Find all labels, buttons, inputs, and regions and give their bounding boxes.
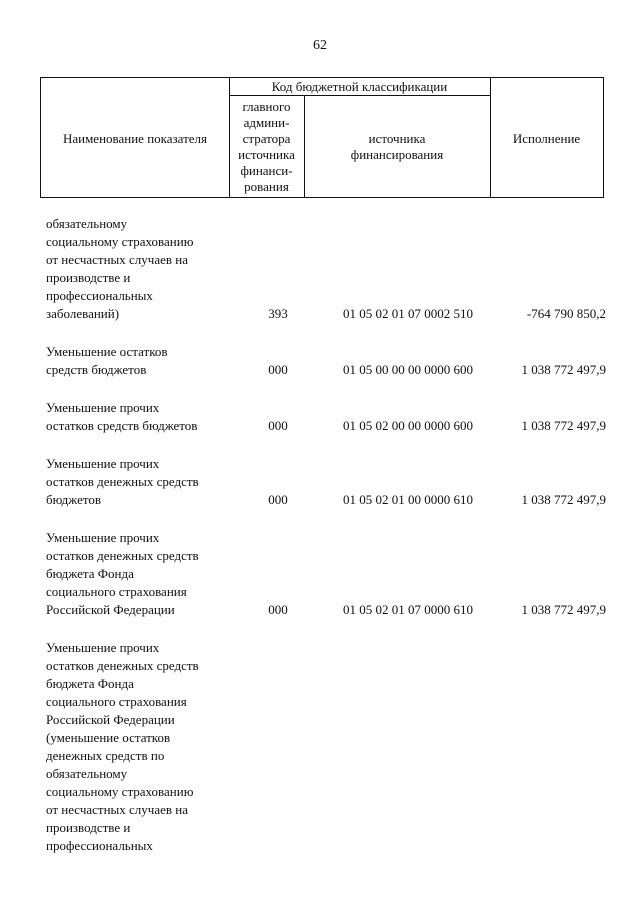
header-admin-line: админи- bbox=[243, 115, 290, 130]
row-name bbox=[46, 215, 236, 323]
header-admin-line: рования bbox=[244, 179, 289, 194]
row-name-line: социальному страхованию bbox=[46, 234, 194, 249]
header-exec-column: Исполнение bbox=[512, 130, 581, 146]
row-name-line: от несчастных случаев на bbox=[46, 802, 188, 817]
row-name-line: средств бюджетов bbox=[46, 362, 147, 377]
row-name-line: производстве и bbox=[46, 270, 131, 285]
row-name-line: обязательному bbox=[46, 216, 128, 231]
row-name-line: Уменьшение остатков bbox=[46, 344, 168, 359]
row-admin-code: 000 bbox=[268, 362, 288, 377]
row-name bbox=[46, 639, 236, 855]
row-admin-code: 000 bbox=[268, 602, 288, 617]
row-execution: 1 038 772 497,9 bbox=[521, 602, 606, 617]
table-row bbox=[46, 399, 606, 435]
row-name bbox=[46, 343, 236, 379]
table-row bbox=[46, 343, 606, 379]
row-name-line: Уменьшение прочих bbox=[46, 640, 160, 655]
row-execution: -764 790 850,2 bbox=[526, 306, 606, 321]
header-admin-column bbox=[229, 95, 304, 199]
table-body bbox=[46, 215, 606, 875]
row-name-line: Российской Федерации bbox=[46, 712, 175, 727]
row-source-code: 01 05 02 01 07 0000 610 bbox=[343, 602, 473, 617]
table-header bbox=[40, 77, 604, 198]
row-name-line: Уменьшение прочих bbox=[46, 400, 160, 415]
row-source-code: 01 05 00 00 00 0000 600 bbox=[343, 362, 473, 377]
row-name-line: бюджетов bbox=[46, 492, 102, 507]
table-row bbox=[46, 639, 606, 855]
row-name-line: Российской Федерации bbox=[46, 602, 175, 617]
row-admin-code: 000 bbox=[268, 418, 288, 433]
header-code-group: Код бюджетной классификации bbox=[271, 78, 448, 94]
row-name-line: производстве и bbox=[46, 820, 131, 835]
header-source-column bbox=[304, 95, 490, 199]
row-name-line: профессиональных bbox=[46, 288, 153, 303]
table-row bbox=[46, 529, 606, 619]
row-name-line: бюджета Фонда bbox=[46, 676, 134, 691]
row-name-line: остатков средств бюджетов bbox=[46, 418, 198, 433]
header-admin-line: стратора bbox=[242, 131, 291, 146]
row-name bbox=[46, 529, 236, 619]
page-number: 62 bbox=[313, 38, 327, 53]
row-execution: 1 038 772 497,9 bbox=[521, 418, 606, 433]
header-admin-line: финанси- bbox=[240, 163, 293, 178]
row-source-code: 01 05 02 01 00 0000 610 bbox=[343, 492, 473, 507]
table-row bbox=[46, 215, 606, 323]
row-source-code: 01 05 02 00 00 0000 600 bbox=[343, 418, 473, 433]
row-source-code: 01 05 02 01 07 0002 510 bbox=[343, 306, 473, 321]
row-name-line: бюджета Фонда bbox=[46, 566, 134, 581]
row-name-line: социальному страхованию bbox=[46, 784, 194, 799]
table-row bbox=[46, 455, 606, 509]
row-name-line: остатков денежных средств bbox=[46, 548, 199, 563]
row-name bbox=[46, 399, 236, 435]
header-name-column: Наименование показателя bbox=[62, 130, 208, 146]
row-name-line: денежных средств по bbox=[46, 748, 165, 763]
row-name-line: (уменьшение остатков bbox=[46, 730, 171, 745]
header-source-line: финансирования bbox=[350, 147, 444, 162]
row-name-line: социального страхования bbox=[46, 584, 187, 599]
header-admin-line: главного bbox=[242, 99, 291, 114]
row-name bbox=[46, 455, 236, 509]
row-name-line: социального страхования bbox=[46, 694, 187, 709]
row-execution: 1 038 772 497,9 bbox=[521, 362, 606, 377]
header-source-line: источника bbox=[368, 131, 426, 146]
row-admin-code: 393 bbox=[268, 306, 288, 321]
row-execution: 1 038 772 497,9 bbox=[521, 492, 606, 507]
row-name-line: заболеваний) bbox=[46, 306, 120, 321]
row-name-line: Уменьшение прочих bbox=[46, 456, 160, 471]
row-admin-code: 000 bbox=[268, 492, 288, 507]
row-name-line: Уменьшение прочих bbox=[46, 530, 160, 545]
row-name-line: обязательному bbox=[46, 766, 128, 781]
row-name-line: остатков денежных средств bbox=[46, 474, 199, 489]
header-admin-line: источника bbox=[238, 147, 295, 162]
row-name-line: от несчастных случаев на bbox=[46, 252, 188, 267]
row-name-line: остатков денежных средств bbox=[46, 658, 199, 673]
row-name-line: профессиональных bbox=[46, 838, 153, 853]
